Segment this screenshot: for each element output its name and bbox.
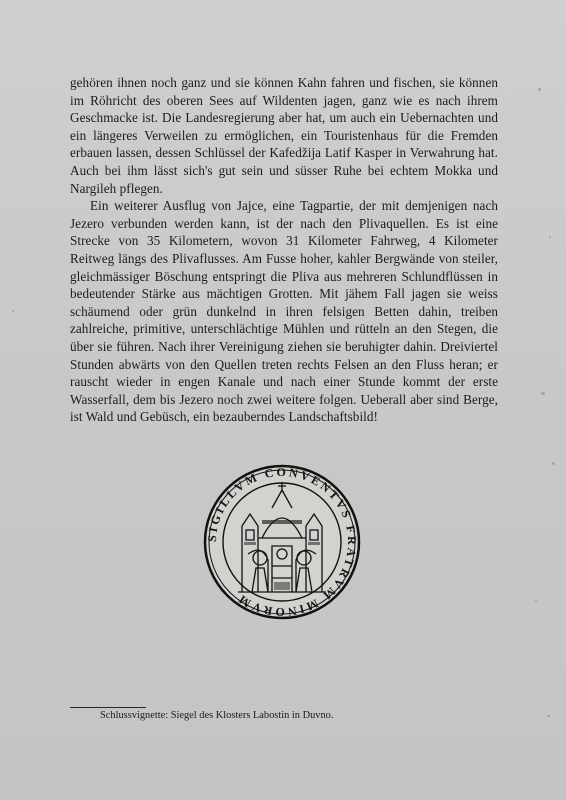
footnote-caption: Schlussvignette: Siegel des Klosters Labostin in Duvno.: [100, 710, 334, 721]
paragraph: Ein weiterer Ausflug von Jajce, eine Tagpartie, der mit demjenigen nach Jezero verbunden werden kann, ist der nach den Plivaquellen. Es ist eine Strecke von 35 Kilometern, wovon 31 Kilometer Fahrweg, 4 Kilometer Reitweg längs des Plivaflusses. Am Fusse hoher, kahler Bergwände von steiler, gleichmässiger Böschung entspringt die Pliva aus mehreren Schlundflüssen in bedeutender Stärke aus mächtigen Grotten. Mit jähem Fall jagen sie weiss schäumend oder grün dunkelnd in ihren felsigen Betten dahin, treiben zahlreiche, primitive, unterschlächtige Mühlen und rütteln an den Stegen, die über sie führen. Nach ihrer Vereinigung ziehen sie beruhigter dahin. Dreiviertel Stunden abwärts von den Quellen treten rechts Felsen an den Fluss heran; er rauscht wieder in engen Kanale und nach einer Stunde kommt der erste Wasserfall, dem bis Jezero noch zwei weitere folgen. Ueberall aber sind Berge, ist Wald und Gebüsch, ein bezauberndes Landschaftsbild!: [70, 198, 498, 425]
paper-speck: [538, 88, 541, 91]
paper-speck: [541, 392, 545, 395]
seal-inscription: SIGILLVM CONVENTVS FRATRVM MINORVM: [204, 464, 360, 620]
paper-speck: [547, 715, 550, 717]
paper-speck: [12, 310, 14, 312]
paper-speck: [549, 236, 551, 238]
monastery-seal-illustration: [202, 462, 362, 622]
paper-speck: [535, 600, 537, 602]
paper-speck: [552, 462, 555, 465]
footnote-rule: [70, 707, 146, 708]
paragraph: gehören ihnen noch ganz und sie können Kahn fahren und fischen, sie können im Röhricht des oberen Sees auf Wildenten jagen, ganz wie es nach ihrem Geschmacke ist. Die Landesregierung aber hat, um auch ein Uebernachten und ein längeres Verweilen zu ermöglichen, ein Touristenhaus für die Fremden erbauen lassen, dessen Schlüssel der Kafedžija Latif Kasper in Verwahrung hat. Auch bei ihm lässt sich's gut sein und süsser Ruhe bei echtem Mokka und Nargileh pflegen.: [70, 75, 498, 196]
body-text: [70, 74, 498, 426]
